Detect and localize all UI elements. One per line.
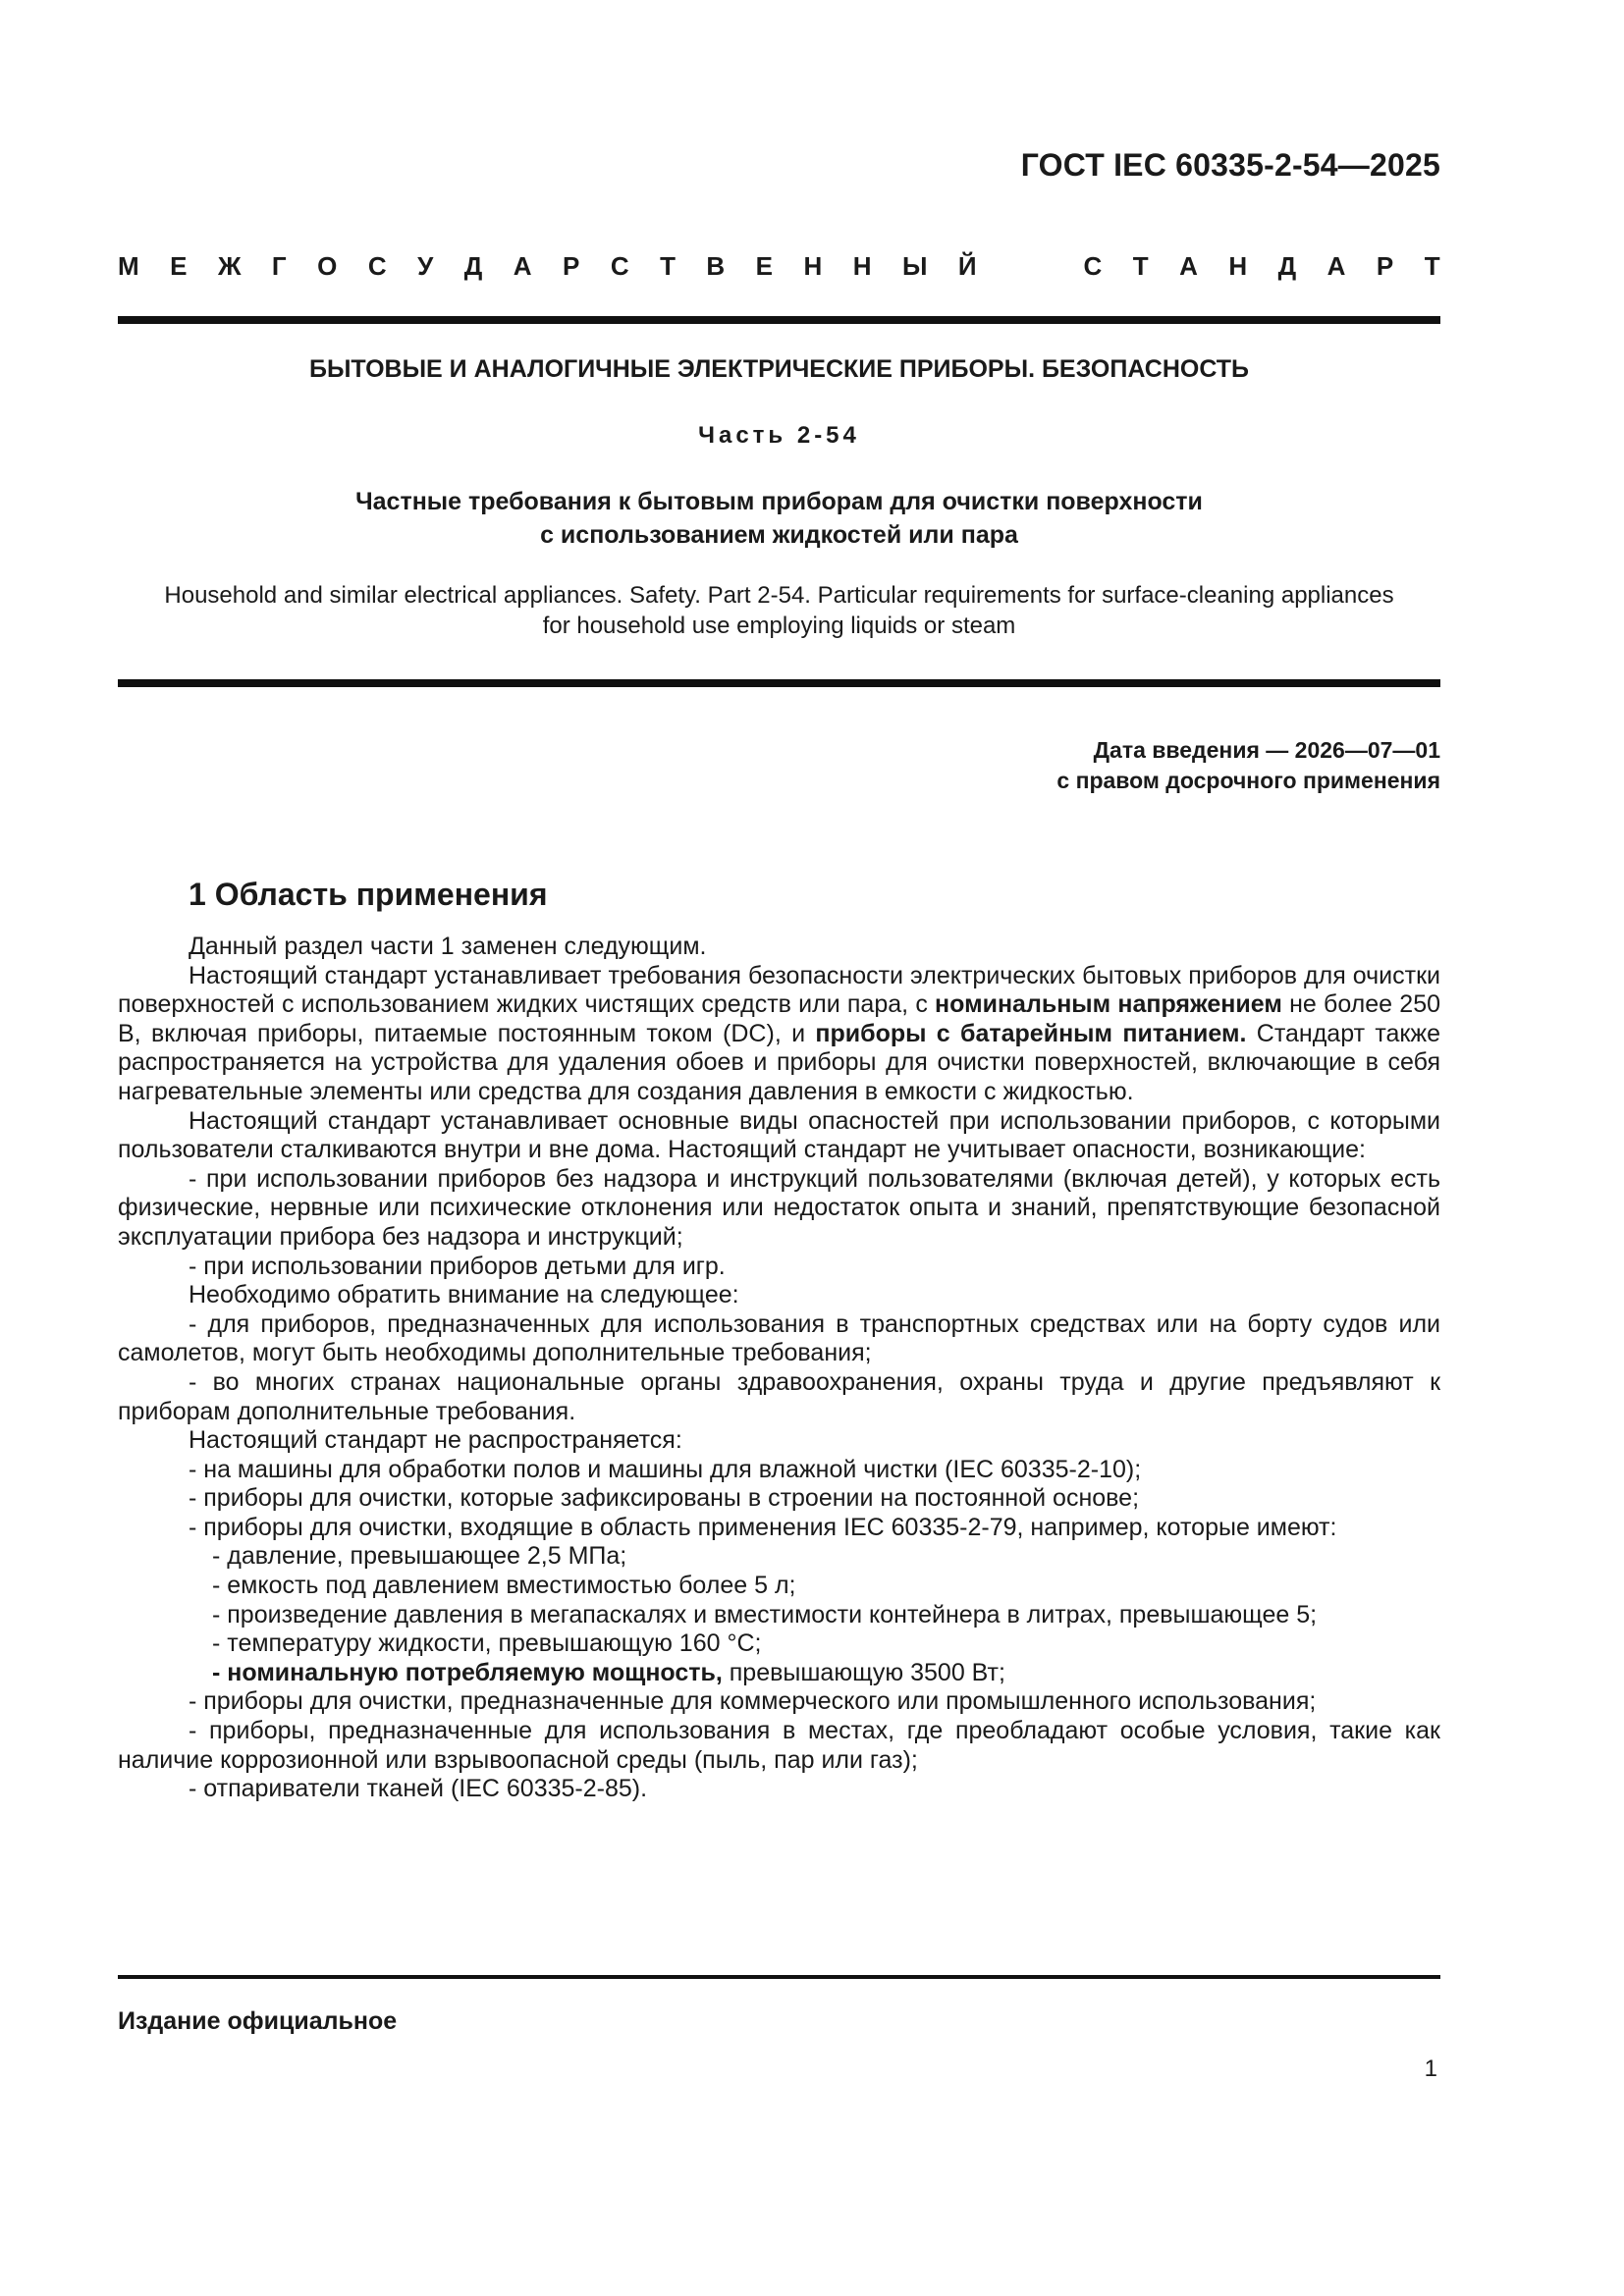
sub-list-item: - давление, превышающее 2,5 МПа;: [212, 1542, 627, 1571]
early-application-note: с правом досрочного применения: [1056, 768, 1440, 793]
list-item: - для приборов, предназначенных для использования в транспортных средствах или на борту судов или самолетов, могут быть необходимы дополнительные требования;: [118, 1309, 1440, 1367]
banner-letter: А: [1179, 251, 1198, 281]
term: - номинальную потребляемую мощность,: [212, 1658, 723, 1686]
subtitle: [118, 485, 1440, 552]
main-title: БЫТОВЫЕ И АНАЛОГИЧНЫЕ ЭЛЕКТРИЧЕСКИЕ ПРИБОРЫ. БЕЗОПАСНОСТЬ: [308, 355, 1250, 383]
banner-letter: Ы: [901, 251, 928, 281]
section-heading: 1 Область применения: [189, 877, 548, 912]
english-title-line: Household and similar electrical appliances. Safety. Part 2-54. Particular requirements for surface-cleaning appliances: [164, 582, 1394, 609]
banner-word-gap: [1007, 251, 1053, 282]
official-edition-label: Издание официальное: [118, 2007, 398, 2035]
banner-letter: Т: [660, 251, 676, 281]
sub-list-item: - емкость под давлением вместимостью более 5 л;: [212, 1572, 796, 1600]
term: номинальным напряжением: [935, 990, 1282, 1019]
banner-letter: О: [317, 251, 338, 281]
banner-letter: Р: [563, 251, 580, 281]
subtitle-line: с использованием жидкостей или пара: [540, 521, 1018, 549]
interstate-standard-banner: [118, 251, 1440, 282]
list-item: - отпариватели тканей (IEC 60335-2-85).: [189, 1775, 648, 1803]
page-number: 1: [1424, 2056, 1437, 2082]
banner-letter: Ж: [217, 251, 242, 281]
banner-letter: М: [118, 251, 139, 281]
banner-letter: Г: [271, 251, 287, 281]
standard-designation: ГОСТ IEC 60335-2-54—2025: [1020, 147, 1440, 183]
list-item: - при использовании приборов детьми для игр.: [189, 1252, 726, 1280]
banner-letter: Н: [1228, 251, 1248, 281]
english-title-line: for household use employing liquids or steam: [542, 613, 1016, 639]
footer-rule: [118, 1975, 1440, 1979]
paragraph: Настоящий стандарт устанавливает требования безопасности электрических бытовых приборов для очистки поверхностей с использованием жидких чистящих средств или пара, с номинальным напряжением не более 250 В, включая приборы, питаемые постоянным током (DC), и приборы с батарейным питанием. Стандарт также распространяется на устройства для удаления обоев и приборы для очистки поверхностей, включающие в себя нагревательные элементы или средства для создания давления в емкости с жидкостью.: [118, 961, 1441, 1105]
sub-list-item: - номинальную потребляемую мощность, превышающую 3500 Вт;: [212, 1658, 1005, 1686]
banner-letter: Е: [170, 251, 188, 281]
sub-list-item: - произведение давления в мегапаскалях и вместимости контейнера в литрах, превышающее 5;: [212, 1600, 1318, 1629]
list-item: - приборы для очистки, которые зафиксированы в строении на постоянной основе;: [189, 1484, 1140, 1513]
introduction-date: [1056, 735, 1440, 796]
banner-letter: Р: [1376, 251, 1394, 281]
paragraph: Данный раздел части 1 заменен следующим.: [189, 933, 707, 960]
list-item: - при использовании приборов без надзора и инструкций пользователями (включая детей), у которых есть физические, нервные или психические отклонения или недостаток опыта и знаний, препятствующие безопасной эксплуатации прибора без надзора и инструкций;: [118, 1164, 1440, 1251]
list-item: - во многих странах национальные органы здравоохранения, охраны труда и другие предъявляют к приборам дополнительные требования.: [118, 1367, 1440, 1425]
banner-letter: Д: [463, 251, 483, 281]
banner-letter: А: [1326, 251, 1346, 281]
sub-list-item: - температуру жидкости, превышающую 160 °С;: [212, 1629, 762, 1658]
paragraph: Настоящий стандарт не распространяется:: [189, 1426, 682, 1455]
banner-letter: Е: [755, 251, 774, 281]
english-title: [118, 580, 1440, 641]
banner-letter: Т: [1424, 251, 1440, 281]
banner-letter: Т: [1132, 251, 1149, 281]
paragraph: Настоящий стандарт устанавливает основные виды опасностей при использовании приборов, с которыми пользователи сталкиваются внутри и вне дома. Настоящий стандарт не учитывает опасности, возникающие:: [118, 1106, 1440, 1164]
title-bottom-rule: [118, 679, 1440, 687]
term: приборы с батарейным питанием.: [815, 1019, 1247, 1047]
introduction-date-line: Дата введения — 2026—07—01: [1093, 737, 1440, 763]
banner-letter: С: [1083, 251, 1103, 281]
banner-letter: Н: [852, 251, 872, 281]
subtitle-line: Частные требования к бытовым приборам для очистки поверхности: [355, 488, 1203, 515]
list-item: - приборы для очистки, входящие в область применения IEC 60335-2-79, например, которые имеют:: [189, 1513, 1337, 1541]
list-item: - на машины для обработки полов и машины для влажной чистки (IEC 60335-2-10);: [189, 1455, 1142, 1483]
section-body: [118, 933, 1440, 1804]
list-item: - приборы для очистки, предназначенные для коммерческого или промышленного использования;: [189, 1687, 1317, 1716]
banner-letter: Й: [957, 251, 977, 281]
paragraph: Необходимо обратить внимание на следующее:: [189, 1281, 739, 1309]
banner-letter: С: [367, 251, 387, 281]
part-number: Часть 2-54: [698, 422, 860, 449]
banner-letter: Н: [803, 251, 823, 281]
banner-letter: В: [706, 251, 726, 281]
banner-letter: С: [610, 251, 629, 281]
banner-letter: А: [513, 251, 532, 281]
top-rule: [118, 316, 1440, 324]
banner-letter: Д: [1277, 251, 1297, 281]
list-item: - приборы, предназначенные для использования в местах, где преобладают особые условия, такие как наличие коррозионной или взрывоопасной среды (пыль, пар или газ);: [118, 1717, 1440, 1774]
banner-letter: У: [417, 251, 434, 281]
